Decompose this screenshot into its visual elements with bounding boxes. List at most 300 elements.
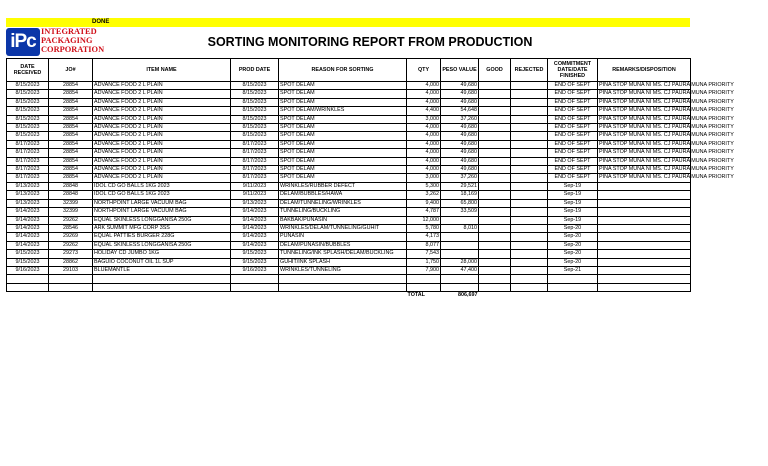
cell-reason: DELAM/PUNASIN/BUBBLES [279,241,407,249]
table-row [7,157,691,165]
col-good: GOOD [479,59,511,82]
cell-date-received: 8/15/2023 [7,115,49,123]
cell-commitment: END OF SEPT [548,115,598,123]
cell-qty: 4,173 [407,233,441,241]
cell-qty: 4,000 [407,132,441,140]
total-spacer [479,292,511,300]
blank-cell [49,275,93,283]
cell-rejected [511,107,548,115]
table-row [7,124,691,132]
col-reason: REASON FOR SORTING [279,59,407,82]
cell-commitment: END OF SEPT [548,90,598,98]
cell-rejected [511,132,548,140]
cell-qty: 12,000 [407,216,441,224]
cell-good [479,132,511,140]
cell-rejected [511,115,548,123]
cell-date-received: 9/13/2023 [7,199,49,207]
cell-good [479,216,511,224]
cell-peso-value: 49,680 [441,157,479,165]
table-row [7,216,691,224]
cell-remarks: PINA STOP MUNA NI MS. CJ PAURA MUNA PRIORITY [599,115,734,122]
cell-prod-date: 9/14/2023 [231,216,279,224]
cell-item-name: ADVANCE FOOD 2 L PLAIN [93,82,231,90]
cell-item-name: EQUAL PATTIES BURGER 228G [93,233,231,241]
cell-item-name: ADVANCE FOOD 2 L PLAIN [93,90,231,98]
cell-remarks: PINA STOP MUNA NI MS. CJ PAURA MUNA PRIORITY [599,149,734,156]
cell-commitment: Sep-19 [548,199,598,207]
cell-reason: SPOT DELAM/WRINKLES [279,107,407,115]
cell-date-received: 9/15/2023 [7,258,49,266]
cell-remarks: PINA STOP MUNA NI MS. CJ PAURA MUNA PRIORITY [599,157,734,164]
blank-row [7,275,691,283]
cell-date-received: 9/14/2023 [7,233,49,241]
cell-reason: SPOT DELAM [279,157,407,165]
table-row [7,140,691,148]
total-label: TOTAL [407,292,425,299]
cell-commitment: END OF SEPT [548,98,598,106]
blank-cell [231,283,279,291]
cell-prod-date: 8/15/2023 [231,98,279,106]
cell-good [479,233,511,241]
table-row [7,174,691,182]
cell-date-received: 8/17/2023 [7,157,49,165]
cell-good [479,140,511,148]
cell-item-name: ADVANCE FOOD 2 L PLAIN [93,140,231,148]
cell-jo: 29273 [49,250,93,258]
cell-reason: WRINKLES/DELAM/TUNNELING/GUHIT [279,224,407,232]
table-row [7,107,691,115]
table-row [7,199,691,207]
cell-prod-date: 9/14/2023 [231,233,279,241]
cell-rejected [511,191,548,199]
cell-good [479,157,511,165]
cell-item-name: ADVANCE FOOD 2 L PLAIN [93,124,231,132]
cell-date-received: 8/15/2023 [7,90,49,98]
cell-good [479,208,511,216]
cell-qty: 8,077 [407,241,441,249]
cell-item-name: ADVANCE FOOD 2 L PLAIN [93,157,231,165]
cell-jo: 28854 [49,149,93,157]
cell-commitment: Sep-19 [548,191,598,199]
total-value: 806,697 [458,292,478,299]
cell-jo: 29269 [49,233,93,241]
cell-peso-value: 49,680 [441,90,479,98]
cell-jo: 28848 [49,191,93,199]
cell-good [479,149,511,157]
blank-cell [548,283,598,291]
cell-rejected [511,258,548,266]
table-row [7,82,691,90]
cell-prod-date: 8/17/2023 [231,149,279,157]
cell-commitment: END OF SEPT [548,157,598,165]
cell-peso-value: 49,680 [441,82,479,90]
cell-reason: GUHIT/INK SPLASH [279,258,407,266]
cell-item-name: ADVANCE FOOD 2 L PLAIN [93,166,231,174]
cell-item-name: ADVANCE FOOD 2 L PLAIN [93,132,231,140]
cell-peso-value: 28,000 [441,258,479,266]
cell-reason: SPOT DELAM [279,82,407,90]
cell-prod-date: 8/15/2023 [231,115,279,123]
cell-reason: DELAM/BUBBLES/HAWA [279,191,407,199]
cell-date-received: 9/14/2023 [7,208,49,216]
cell-item-name: NORTHPOINT LARGE VACUUM BAG [93,208,231,216]
cell-good [479,98,511,106]
blank-cell [7,275,49,283]
cell-jo: 28854 [49,174,93,182]
cell-prod-date: 9/15/2023 [231,250,279,258]
cell-peso-value: 37,260 [441,115,479,123]
cell-reason: SPOT DELAM [279,115,407,123]
blank-row [7,283,691,291]
table-row [7,241,691,249]
cell-reason: TUNNELING/BUCKLING [279,208,407,216]
cell-peso-value: 49,680 [441,124,479,132]
cell-commitment: Sep-20 [548,258,598,266]
blank-cell [511,275,548,283]
total-spacer [49,292,93,300]
total-spacer [548,292,598,300]
cell-item-name: ADVANCE FOOD 2 L PLAIN [93,149,231,157]
cell-good [479,124,511,132]
total-spacer [93,292,231,300]
logo-mark: iPc [6,28,40,56]
cell-date-received: 8/17/2023 [7,174,49,182]
cell-peso-value: 37,260 [441,174,479,182]
table-row [7,149,691,157]
cell-remarks: PINA STOP MUNA NI MS. CJ PAURA MUNA PRIORITY [599,166,734,173]
table-row [7,90,691,98]
cell-rejected [511,233,548,241]
cell-prod-date: 8/17/2023 [231,166,279,174]
cell-rejected [511,166,548,174]
cell-prod-date: 8/17/2023 [231,157,279,165]
cell-prod-date: 9/14/2023 [231,208,279,216]
cell-rejected [511,174,548,182]
col-item-name: ITEM NAME [93,59,231,82]
col-peso-value: PESO VALUE [441,59,479,82]
cell-reason: DELAM/TUNNELING/WRINKLES [279,199,407,207]
blank-cell [93,283,231,291]
cell-rejected [511,208,548,216]
cell-jo: 32399 [49,208,93,216]
cell-date-received: 9/13/2023 [7,191,49,199]
cell-peso-value: 65,800 [441,199,479,207]
cell-good [479,250,511,258]
cell-qty: 4,000 [407,149,441,157]
cell-jo: 29262 [49,216,93,224]
cell-peso-value [441,233,479,241]
cell-peso-value: 49,680 [441,140,479,148]
cell-commitment: Sep-20 [548,233,598,241]
cell-date-received: 9/14/2023 [7,216,49,224]
cell-remarks [598,224,691,232]
cell-remarks [598,258,691,266]
cell-good [479,258,511,266]
cell-remarks: PINA STOP MUNA NI MS. CJ PAURA MUNA PRIORITY [599,174,734,181]
cell-item-name: ADVANCE FOOD 2 L PLAIN [93,107,231,115]
cell-rejected [511,216,548,224]
cell-rejected [511,250,548,258]
col-commitment: COMMITMENT DATE/DATE FINISHED [548,59,598,82]
cell-prod-date: 9/13/2023 [231,199,279,207]
cell-qty: 5,300 [407,182,441,190]
cell-remarks: PINA STOP MUNA NI MS. CJ PAURA MUNA PRIORITY [599,82,734,88]
cell-peso-value: 49,680 [441,132,479,140]
cell-jo: 28854 [49,124,93,132]
cell-rejected [511,224,548,232]
total-spacer [511,292,548,300]
blank-cell [407,283,441,291]
cell-jo: 32399 [49,199,93,207]
blank-cell [441,283,479,291]
cell-commitment: END OF SEPT [548,107,598,115]
col-date-received: DATE RECEIVED [7,59,49,82]
cell-good [479,115,511,123]
cell-rejected [511,199,548,207]
cell-good [479,182,511,190]
cell-rejected [511,266,548,274]
cell-rejected [511,140,548,148]
total-spacer [598,292,691,300]
cell-date-received: 9/14/2023 [7,224,49,232]
cell-remarks: PINA STOP MUNA NI MS. CJ PAURA MUNA PRIORITY [599,132,734,139]
table-row [7,250,691,258]
cell-jo: 28546 [49,224,93,232]
cell-prod-date: 9/11/2023 [231,191,279,199]
table-row [7,166,691,174]
cell-item-name: NORTHPOINT LARGE VACUUM BAG [93,199,231,207]
cell-date-received: 9/16/2023 [7,266,49,274]
cell-qty: 7,543 [407,250,441,258]
company-logo [6,28,116,58]
cell-commitment: Sep-21 [548,266,598,274]
cell-commitment: END OF SEPT [548,132,598,140]
cell-jo: 28854 [49,166,93,174]
table-row [7,208,691,216]
cell-reason: SPOT DELAM [279,124,407,132]
cell-peso-value: 8,010 [441,224,479,232]
cell-remarks [598,191,691,199]
cell-remarks: PINA STOP MUNA NI MS. CJ PAURA MUNA PRIORITY [599,90,734,97]
cell-remarks [598,216,691,224]
cell-item-name: HOLIDAY CD JUMBO 1KG [93,250,231,258]
blank-cell [479,275,511,283]
cell-good [479,199,511,207]
total-spacer [231,292,279,300]
cell-item-name: ARK SUMMIT MFG CORP 3SS [93,224,231,232]
table-row [7,224,691,232]
blank-cell [279,283,407,291]
cell-date-received: 8/15/2023 [7,98,49,106]
logo-text [41,28,121,54]
cell-commitment: Sep-19 [548,216,598,224]
total-row [7,292,691,300]
logo-line: PACKAGING [41,35,93,45]
cell-date-received: 8/15/2023 [7,107,49,115]
cell-qty: 4,000 [407,166,441,174]
cell-rejected [511,182,548,190]
cell-remarks: PINA STOP MUNA NI MS. CJ PAURA MUNA PRIORITY [599,140,734,147]
cell-commitment: END OF SEPT [548,140,598,148]
cell-rejected [511,90,548,98]
cell-good [479,241,511,249]
cell-peso-value [441,241,479,249]
cell-commitment: Sep-19 [548,182,598,190]
blank-cell [231,275,279,283]
cell-prod-date: 8/15/2023 [231,132,279,140]
cell-date-received: 9/13/2023 [7,182,49,190]
blank-cell [598,275,691,283]
cell-qty: 4,400 [407,107,441,115]
table-row [7,115,691,123]
cell-peso-value: 49,680 [441,149,479,157]
cell-commitment: END OF SEPT [548,149,598,157]
blank-cell [598,283,691,291]
cell-remarks [598,250,691,258]
table-row [7,233,691,241]
cell-commitment: Sep-20 [548,250,598,258]
blank-cell [548,275,598,283]
blank-cell [479,283,511,291]
cell-qty: 4,787 [407,208,441,216]
report-body [7,82,734,300]
cell-peso-value: 29,521 [441,182,479,190]
total-spacer [279,292,407,300]
cell-commitment: END OF SEPT [548,174,598,182]
cell-item-name: ADVANCE FOOD 2 L PLAIN [93,115,231,123]
blank-cell [7,283,49,291]
cell-date-received: 9/14/2023 [7,241,49,249]
cell-reason: SPOT DELAM [279,174,407,182]
cell-prod-date: 9/15/2023 [231,258,279,266]
cell-prod-date: 8/15/2023 [231,124,279,132]
cell-commitment: Sep-20 [548,224,598,232]
cell-rejected [511,82,548,90]
cell-date-received: 8/17/2023 [7,149,49,157]
cell-reason: WRINKLES/TUNNELING [279,266,407,274]
cell-commitment: END OF SEPT [548,82,598,90]
cell-good [479,90,511,98]
cell-jo: 28854 [49,107,93,115]
cell-good [479,266,511,274]
cell-item-name: EQUAL SKINLESS LONGGANISA 250G [93,241,231,249]
cell-qty: 4,000 [407,124,441,132]
cell-item-name: IDOL CD GO BALLS 1KG 2023 [93,191,231,199]
cell-qty: 3,262 [407,191,441,199]
cell-qty: 4,000 [407,90,441,98]
cell-prod-date: 8/17/2023 [231,140,279,148]
done-label: DONE [92,19,110,25]
cell-jo: 29262 [49,241,93,249]
cell-jo: 28854 [49,82,93,90]
col-jo: JO# [49,59,93,82]
cell-item-name: ADVANCE FOOD 2 L PLAIN [93,174,231,182]
cell-jo: 28854 [49,115,93,123]
cell-qty: 4,000 [407,140,441,148]
cell-good [479,107,511,115]
cell-remarks [598,199,691,207]
cell-commitment: END OF SEPT [548,124,598,132]
cell-qty: 4,000 [407,98,441,106]
cell-qty: 4,000 [407,82,441,90]
cell-reason: BAKBAK/PUNASIN [279,216,407,224]
total-spacer [7,292,49,300]
cell-jo: 28854 [49,157,93,165]
cell-qty: 3,000 [407,174,441,182]
cell-reason: SPOT DELAM [279,149,407,157]
cell-reason: SPOT DELAM [279,90,407,98]
cell-rejected [511,241,548,249]
blank-cell [441,275,479,283]
col-prod-date: PROD DATE [231,59,279,82]
sorting-report-table [6,58,734,300]
logo-line: CORPORATION [41,44,105,54]
table-row [7,266,691,274]
blank-cell [279,275,407,283]
cell-qty: 5,780 [407,224,441,232]
cell-item-name: BLUEMANTLE [93,266,231,274]
cell-remarks [598,233,691,241]
cell-prod-date: 8/15/2023 [231,90,279,98]
cell-qty: 3,000 [407,115,441,123]
cell-reason: PUNASIN [279,233,407,241]
cell-peso-value: 33,509 [441,208,479,216]
cell-good [479,82,511,90]
cell-remarks [598,266,691,274]
cell-date-received: 8/15/2023 [7,82,49,90]
cell-jo: 28848 [49,182,93,190]
cell-item-name: BAGUIO COCONUT OIL 1L SUP [93,258,231,266]
cell-prod-date: 9/14/2023 [231,241,279,249]
cell-qty: 1,750 [407,258,441,266]
cell-peso-value [441,250,479,258]
cell-date-received: 9/15/2023 [7,250,49,258]
cell-prod-date: 9/14/2023 [231,224,279,232]
cell-reason: SPOT DELAM [279,166,407,174]
cell-remarks [598,182,691,190]
cell-date-received: 8/17/2023 [7,140,49,148]
cell-jo: 28854 [49,132,93,140]
cell-prod-date: 9/16/2023 [231,266,279,274]
header-row [7,59,691,82]
cell-reason: TUNNELING/INK SPLASH/DELAM/BUCKLING [279,250,407,258]
col-rejected: REJECTED [511,59,548,82]
cell-peso-value: 18,169 [441,191,479,199]
logo-line: INTEGRATED [41,27,97,36]
col-remarks: REMARKS/DISPOSITION [598,59,691,82]
cell-good [479,224,511,232]
cell-item-name: ADVANCE FOOD 2 L PLAIN [93,98,231,106]
cell-prod-date: 8/17/2023 [231,174,279,182]
cell-commitment: Sep-20 [548,241,598,249]
cell-remarks: PINA STOP MUNA NI MS. CJ PAURA MUNA PRIORITY [599,124,734,131]
cell-reason: SPOT DELAM [279,98,407,106]
table-row [7,258,691,266]
cell-reason: SPOT DELAM [279,140,407,148]
cell-jo: 28854 [49,98,93,106]
cell-remarks [598,241,691,249]
table-row [7,182,691,190]
table-row [7,132,691,140]
cell-jo: 28854 [49,90,93,98]
table-row [7,98,691,106]
cell-prod-date: 8/15/2023 [231,82,279,90]
cell-item-name: EQUAL SKINLESS LONGGANISA 250G [93,216,231,224]
blank-cell [49,283,93,291]
cell-good [479,166,511,174]
cell-qty: 7,900 [407,266,441,274]
cell-jo: 28862 [49,258,93,266]
